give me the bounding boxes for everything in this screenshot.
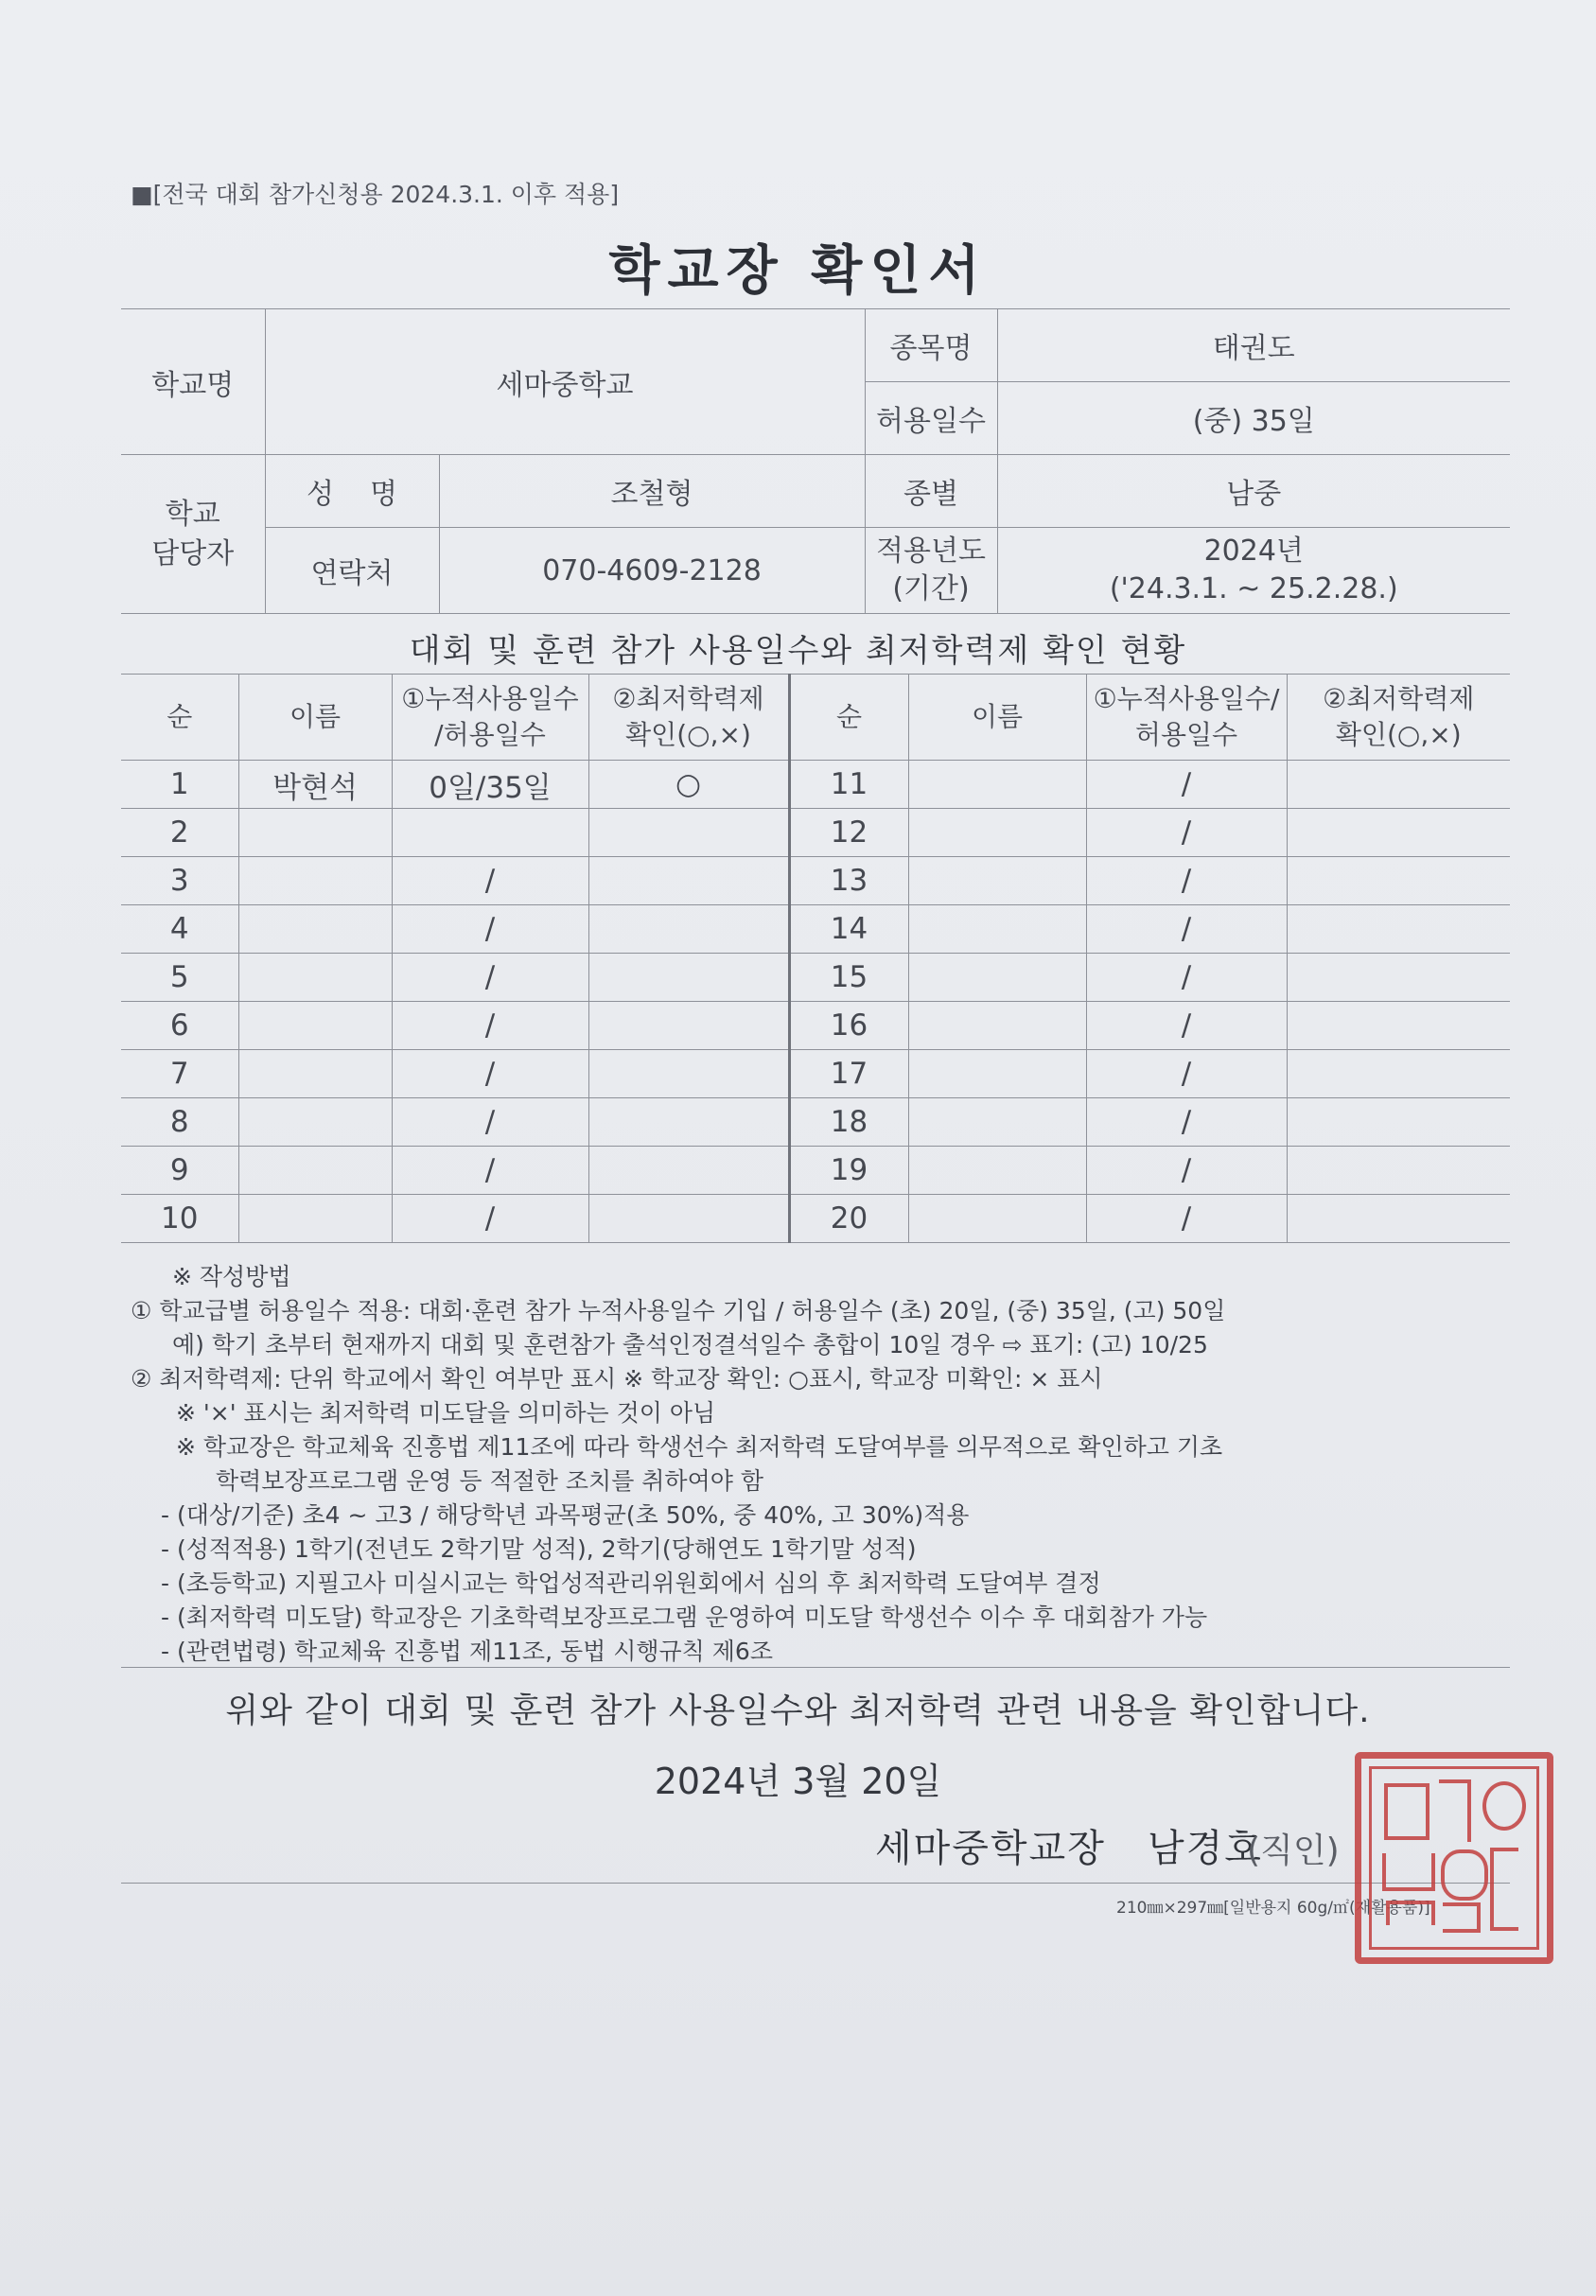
contact-value: 070-4609-2128 — [439, 528, 865, 614]
right-row-academic — [1287, 1002, 1510, 1050]
divider-line — [121, 1667, 1510, 1668]
left-row-name: 박현석 — [238, 761, 392, 809]
confirm-statement: 위와 같이 대회 및 훈련 참가 사용일수와 최저학력 관련 내용을 확인합니다. — [225, 1691, 1371, 1730]
table-row — [121, 1098, 1510, 1147]
right-row-academic — [1287, 857, 1510, 905]
method-line: ② 최저학력제: 단위 학교에서 확인 여부만 표시 ※ 학교장 확인: ○표시, 학교장 미확인: × 표시 — [131, 1365, 1103, 1393]
method-line: ※ '×' 표시는 최저학력 미도달을 의미하는 것이 아님 — [176, 1399, 716, 1427]
left-row-academic — [588, 857, 789, 905]
table-row — [121, 857, 1510, 905]
left-row-no: 10 — [121, 1195, 238, 1243]
school-value: 세마중학교 — [265, 309, 865, 455]
right-row-name — [908, 857, 1086, 905]
right-row-academic — [1287, 905, 1510, 954]
right-row-days: / — [1086, 1195, 1287, 1243]
right-row-academic — [1287, 1098, 1510, 1147]
left-row-days: / — [392, 857, 588, 905]
right-row-name — [908, 761, 1086, 809]
right-row-days: / — [1086, 1098, 1287, 1147]
right-row-academic — [1287, 954, 1510, 1002]
right-row-days: / — [1086, 1050, 1287, 1098]
left-row-name — [238, 954, 392, 1002]
year-value: 2024년 ('24.3.1. ~ 25.2.28.) — [997, 528, 1510, 614]
school-seal-stamp — [1355, 1752, 1553, 1964]
left-row-academic — [588, 809, 789, 857]
right-row-no: 13 — [789, 857, 908, 905]
method-line: 예) 학기 초부터 현재까지 대회 및 훈련참가 출석인정결석일수 총합이 10일 경우 ⇨ 표기: (고) 10/25 — [172, 1331, 1208, 1358]
writing-method — [131, 1260, 1521, 1669]
table-row — [121, 1195, 1510, 1243]
left-row-name — [238, 1050, 392, 1098]
table-row — [121, 1002, 1510, 1050]
left-row-name — [238, 1147, 392, 1195]
right-row-no: 20 — [789, 1195, 908, 1243]
table-row — [121, 1050, 1510, 1098]
table-row — [121, 761, 1510, 809]
seal-mark: (직인) — [1247, 1832, 1340, 1870]
table-row — [121, 954, 1510, 1002]
left-row-academic — [588, 954, 789, 1002]
sport-value: 태권도 — [997, 309, 1510, 382]
right-row-name — [908, 1098, 1086, 1147]
method-line: - (성적적용) 1학기(전년도 2학기말 성적), 2학기(당해연도 1학기말 성적) — [161, 1535, 917, 1563]
left-row-no: 6 — [121, 1002, 238, 1050]
header-name: 이름 — [238, 675, 392, 761]
left-row-no: 5 — [121, 954, 238, 1002]
right-row-days: / — [1086, 905, 1287, 954]
school-label: 학교명 — [121, 309, 265, 455]
right-row-days: / — [1086, 857, 1287, 905]
left-row-no: 7 — [121, 1050, 238, 1098]
left-row-academic: ○ — [588, 761, 789, 809]
sport-label: 종목명 — [865, 309, 997, 382]
left-row-name — [238, 857, 392, 905]
left-row-no: 3 — [121, 857, 238, 905]
left-row-days: 0일/35일 — [392, 761, 588, 809]
table-row — [121, 1147, 1510, 1195]
header-academic-right: ②최저학력제 확인(○,×) — [1287, 675, 1510, 761]
name-label: 성 명 — [265, 455, 439, 528]
left-row-academic — [588, 1195, 789, 1243]
right-row-name — [908, 1147, 1086, 1195]
left-row-no: 4 — [121, 905, 238, 954]
left-row-academic — [588, 1147, 789, 1195]
left-row-academic — [588, 1050, 789, 1098]
right-row-name — [908, 809, 1086, 857]
principal-signature: 세마중학교장 남경호 — [875, 1827, 1263, 1870]
right-row-name — [908, 1050, 1086, 1098]
left-row-days: / — [392, 1195, 588, 1243]
allowed-label: 허용일수 — [865, 382, 997, 455]
left-row-no: 9 — [121, 1147, 238, 1195]
right-row-academic — [1287, 1147, 1510, 1195]
header-name-right: 이름 — [908, 675, 1086, 761]
right-row-academic — [1287, 809, 1510, 857]
right-row-name — [908, 1002, 1086, 1050]
table-row — [121, 809, 1510, 857]
method-line: ① 학교급별 허용일수 적용: 대회·훈련 참가 누적사용일수 기입 / 허용일수 (초) 20일, (중) 35일, (고) 50일 — [131, 1297, 1226, 1324]
right-row-days: / — [1086, 954, 1287, 1002]
header-no: 순 — [121, 675, 238, 761]
method-line: - (대상/기준) 초4 ~ 고3 / 해당학년 과목평균(초 50%, 중 40%, 고 30%)적용 — [161, 1501, 970, 1529]
paper-spec: 210㎜×297㎜[일반용지 60g/㎡(재활용품)] — [1116, 1899, 1430, 1918]
right-row-academic — [1287, 1195, 1510, 1243]
left-row-academic — [588, 905, 789, 954]
right-row-no: 15 — [789, 954, 908, 1002]
left-row-days: / — [392, 1050, 588, 1098]
right-row-academic — [1287, 1050, 1510, 1098]
left-row-days — [392, 809, 588, 857]
table-row — [121, 905, 1510, 954]
right-row-no: 14 — [789, 905, 908, 954]
gender-value: 남중 — [997, 455, 1510, 528]
contact-label: 연락처 — [265, 528, 439, 614]
left-row-name — [238, 1002, 392, 1050]
header-academic: ②최저학력제 확인(○,×) — [588, 675, 789, 761]
footer-line — [121, 1883, 1510, 1884]
right-row-no: 17 — [789, 1050, 908, 1098]
info-table — [121, 308, 1510, 614]
right-row-name — [908, 1195, 1086, 1243]
header-note: ■[전국 대회 참가신청용 2024.3.1. 이후 적용] — [131, 181, 620, 208]
right-row-days: / — [1086, 1002, 1287, 1050]
left-row-name — [238, 1098, 392, 1147]
issue-date: 2024년 3월 20일 — [654, 1761, 942, 1802]
left-row-days: / — [392, 1147, 588, 1195]
left-row-days: / — [392, 905, 588, 954]
method-line: - (초등학교) 지필고사 미실시교는 학업성적관리위원회에서 심의 후 최저학력 도달여부 결정 — [161, 1569, 1101, 1597]
left-row-no: 8 — [121, 1098, 238, 1147]
left-row-days: / — [392, 1098, 588, 1147]
right-row-days: / — [1086, 809, 1287, 857]
right-row-name — [908, 905, 1086, 954]
left-row-name — [238, 905, 392, 954]
right-row-no: 16 — [789, 1002, 908, 1050]
section-title: 대회 및 훈련 참가 사용일수와 최저학력제 확인 현황 — [409, 632, 1187, 670]
header-days-right: ①누적사용일수/ 허용일수 — [1086, 675, 1287, 761]
left-row-name — [238, 1195, 392, 1243]
header-no-right: 순 — [789, 675, 908, 761]
left-row-no: 2 — [121, 809, 238, 857]
header-days: ①누적사용일수 /허용일수 — [392, 675, 588, 761]
left-row-no: 1 — [121, 761, 238, 809]
method-heading: ※ 작성방법 — [172, 1263, 291, 1290]
right-row-no: 11 — [789, 761, 908, 809]
gender-label: 종별 — [865, 455, 997, 528]
manager-label: 학교 담당자 — [121, 455, 265, 614]
allowed-value: (중) 35일 — [997, 382, 1510, 455]
document-title: 학교장 확인서 — [608, 240, 988, 302]
status-table — [121, 674, 1510, 1243]
left-row-academic — [588, 1002, 789, 1050]
right-row-no: 18 — [789, 1098, 908, 1147]
left-row-days: / — [392, 1002, 588, 1050]
name-value: 조철형 — [439, 455, 865, 528]
right-row-days: / — [1086, 761, 1287, 809]
right-row-name — [908, 954, 1086, 1002]
right-row-no: 19 — [789, 1147, 908, 1195]
year-label: 적용년도 (기간) — [865, 528, 997, 614]
left-row-name — [238, 809, 392, 857]
right-row-no: 12 — [789, 809, 908, 857]
right-row-days: / — [1086, 1147, 1287, 1195]
method-line: ※ 학교장은 학교체육 진흥법 제11조에 따라 학생선수 최저학력 도달여부를 의무적으로 확인하고 기초 — [176, 1433, 1223, 1461]
method-line: - (최저학력 미도달) 학교장은 기초학력보장프로그램 운영하여 미도달 학생선수 이수 후 대회참가 가능 — [161, 1604, 1208, 1631]
left-row-days: / — [392, 954, 588, 1002]
method-line: 학력보장프로그램 운영 등 적절한 조치를 취하여야 함 — [216, 1467, 763, 1495]
method-line: - (관련법령) 학교체육 진흥법 제11조, 동법 시행규칙 제6조 — [161, 1638, 773, 1665]
left-row-academic — [588, 1098, 789, 1147]
right-row-academic — [1287, 761, 1510, 809]
